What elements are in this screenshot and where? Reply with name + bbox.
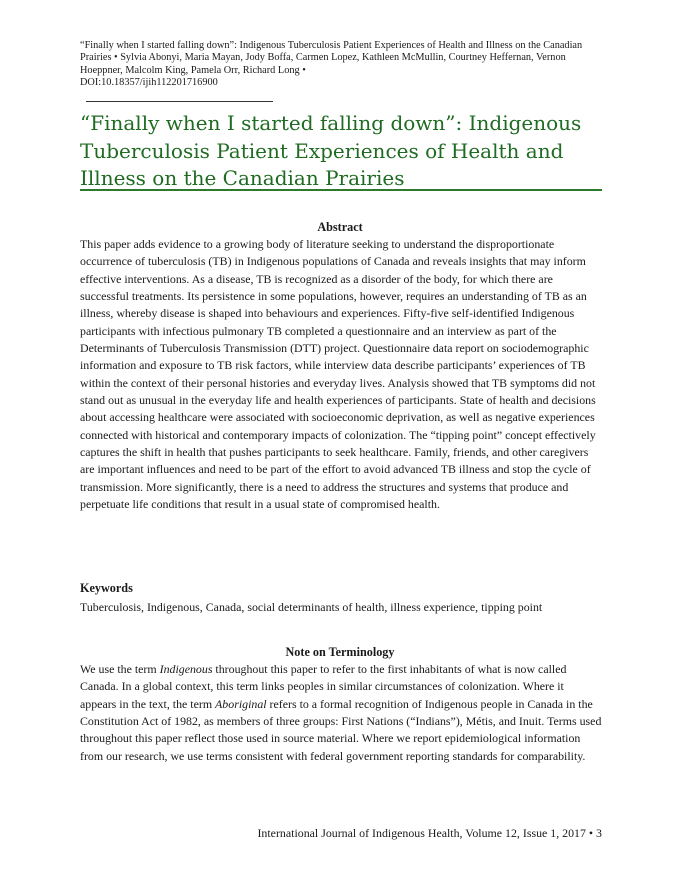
title-divider <box>80 189 602 191</box>
running-header <box>80 40 605 90</box>
terminology-text-part3: refers to a formal recognition of Indigenous people in Canada in the Constitution Act of 1982, as members of three groups: First Nations (“Indians”), Métis, and Inuit. Terms used throughout this paper reflect those used in source material. Where we report epidemiological information from our research, we use terms consistent with federal government reporting standards for comparability. <box>80 696 602 763</box>
abstract-heading: Abstract <box>317 220 363 234</box>
header-citation: “Finally when I started falling down”: Indigenous Tuberculosis Patient Experiences of Health and Illness on the Canadian Prairies • Sylvia Abonyi, Maria Mayan, Jody Boffa, Carmen Lopez, Kathleen McMullin, Courtney Heffernan, Vernon Hoeppner, Malcolm King, Pamela Orr, Richard Long • <box>80 40 583 76</box>
header-divider <box>86 101 273 102</box>
term-indigenous: Indigenous <box>159 662 213 676</box>
page-footer: International Journal of Indigenous Health, Volume 12, Issue 1, 2017 • 3 <box>257 826 602 840</box>
terminology-text-part1: We use the term <box>80 662 160 676</box>
term-aboriginal: Aboriginal <box>215 696 267 711</box>
article-title: “Finally when I started falling down”: Indigenous Tuberculosis Patient Experiences of Health and Illness on the Canadian Prairies <box>80 111 582 190</box>
terminology-text <box>80 661 602 765</box>
keywords-text: Tuberculosis, Indigenous, Canada, social determinants of health, illness experience, tipping point <box>80 600 543 614</box>
header-doi: DOI:10.18357/ijih112201716900 <box>80 77 218 89</box>
terminology-text-part2: throughout this paper to refer to the first inhabitants of what is now called Canada. In a global context, this term links peoples in similar circumstances of colonization. Where it appears in the text, the term <box>80 662 567 711</box>
keywords-heading: Keywords <box>80 581 133 595</box>
abstract-text: This paper adds evidence to a growing body of literature seeking to understand the disproportionate occurrence of tuberculosis (TB) in Indigenous populations of Canada and reveals insights that may inform effective interventions. As a disease, TB is recognized as a disorder of the body, for which there are successful treatments. Its persistence in some populations, however, requires an understanding of TB as an illness, whereby disease is shaped into behaviours and experiences. Fifty-five self-identified Indigenous participants with infectious pulmonary TB completed a questionnaire and an interview as part of the Determinants of Tuberculosis Transmission (DTT) project. Questionnaire data report on sociodemographic information and exposure to TB risk factors, while interview data describe participants’ experiences of TB within the context of their personal histories and everyday lives. Analysis showed that TB symptoms did not stand out as unusual in the everyday life and health experiences of participants. State of health and decisions about accessing healthcare were associated with socioeconomic deprivation, as well as negative experiences connected with historical and contemporary impacts of colonization. The “tipping point” concept effectively captures the shift in health that pushes participants to seek healthcare. Family, friends, and other caregivers are important influences and need to be part of the effort to avoid advanced TB illness and stop the cycle of transmission. More significantly, there is a need to address the structures and systems that produce and perpetuate life conditions that result in a usual state of compromised health. <box>80 237 596 512</box>
terminology-heading: Note on Terminology <box>285 645 395 659</box>
